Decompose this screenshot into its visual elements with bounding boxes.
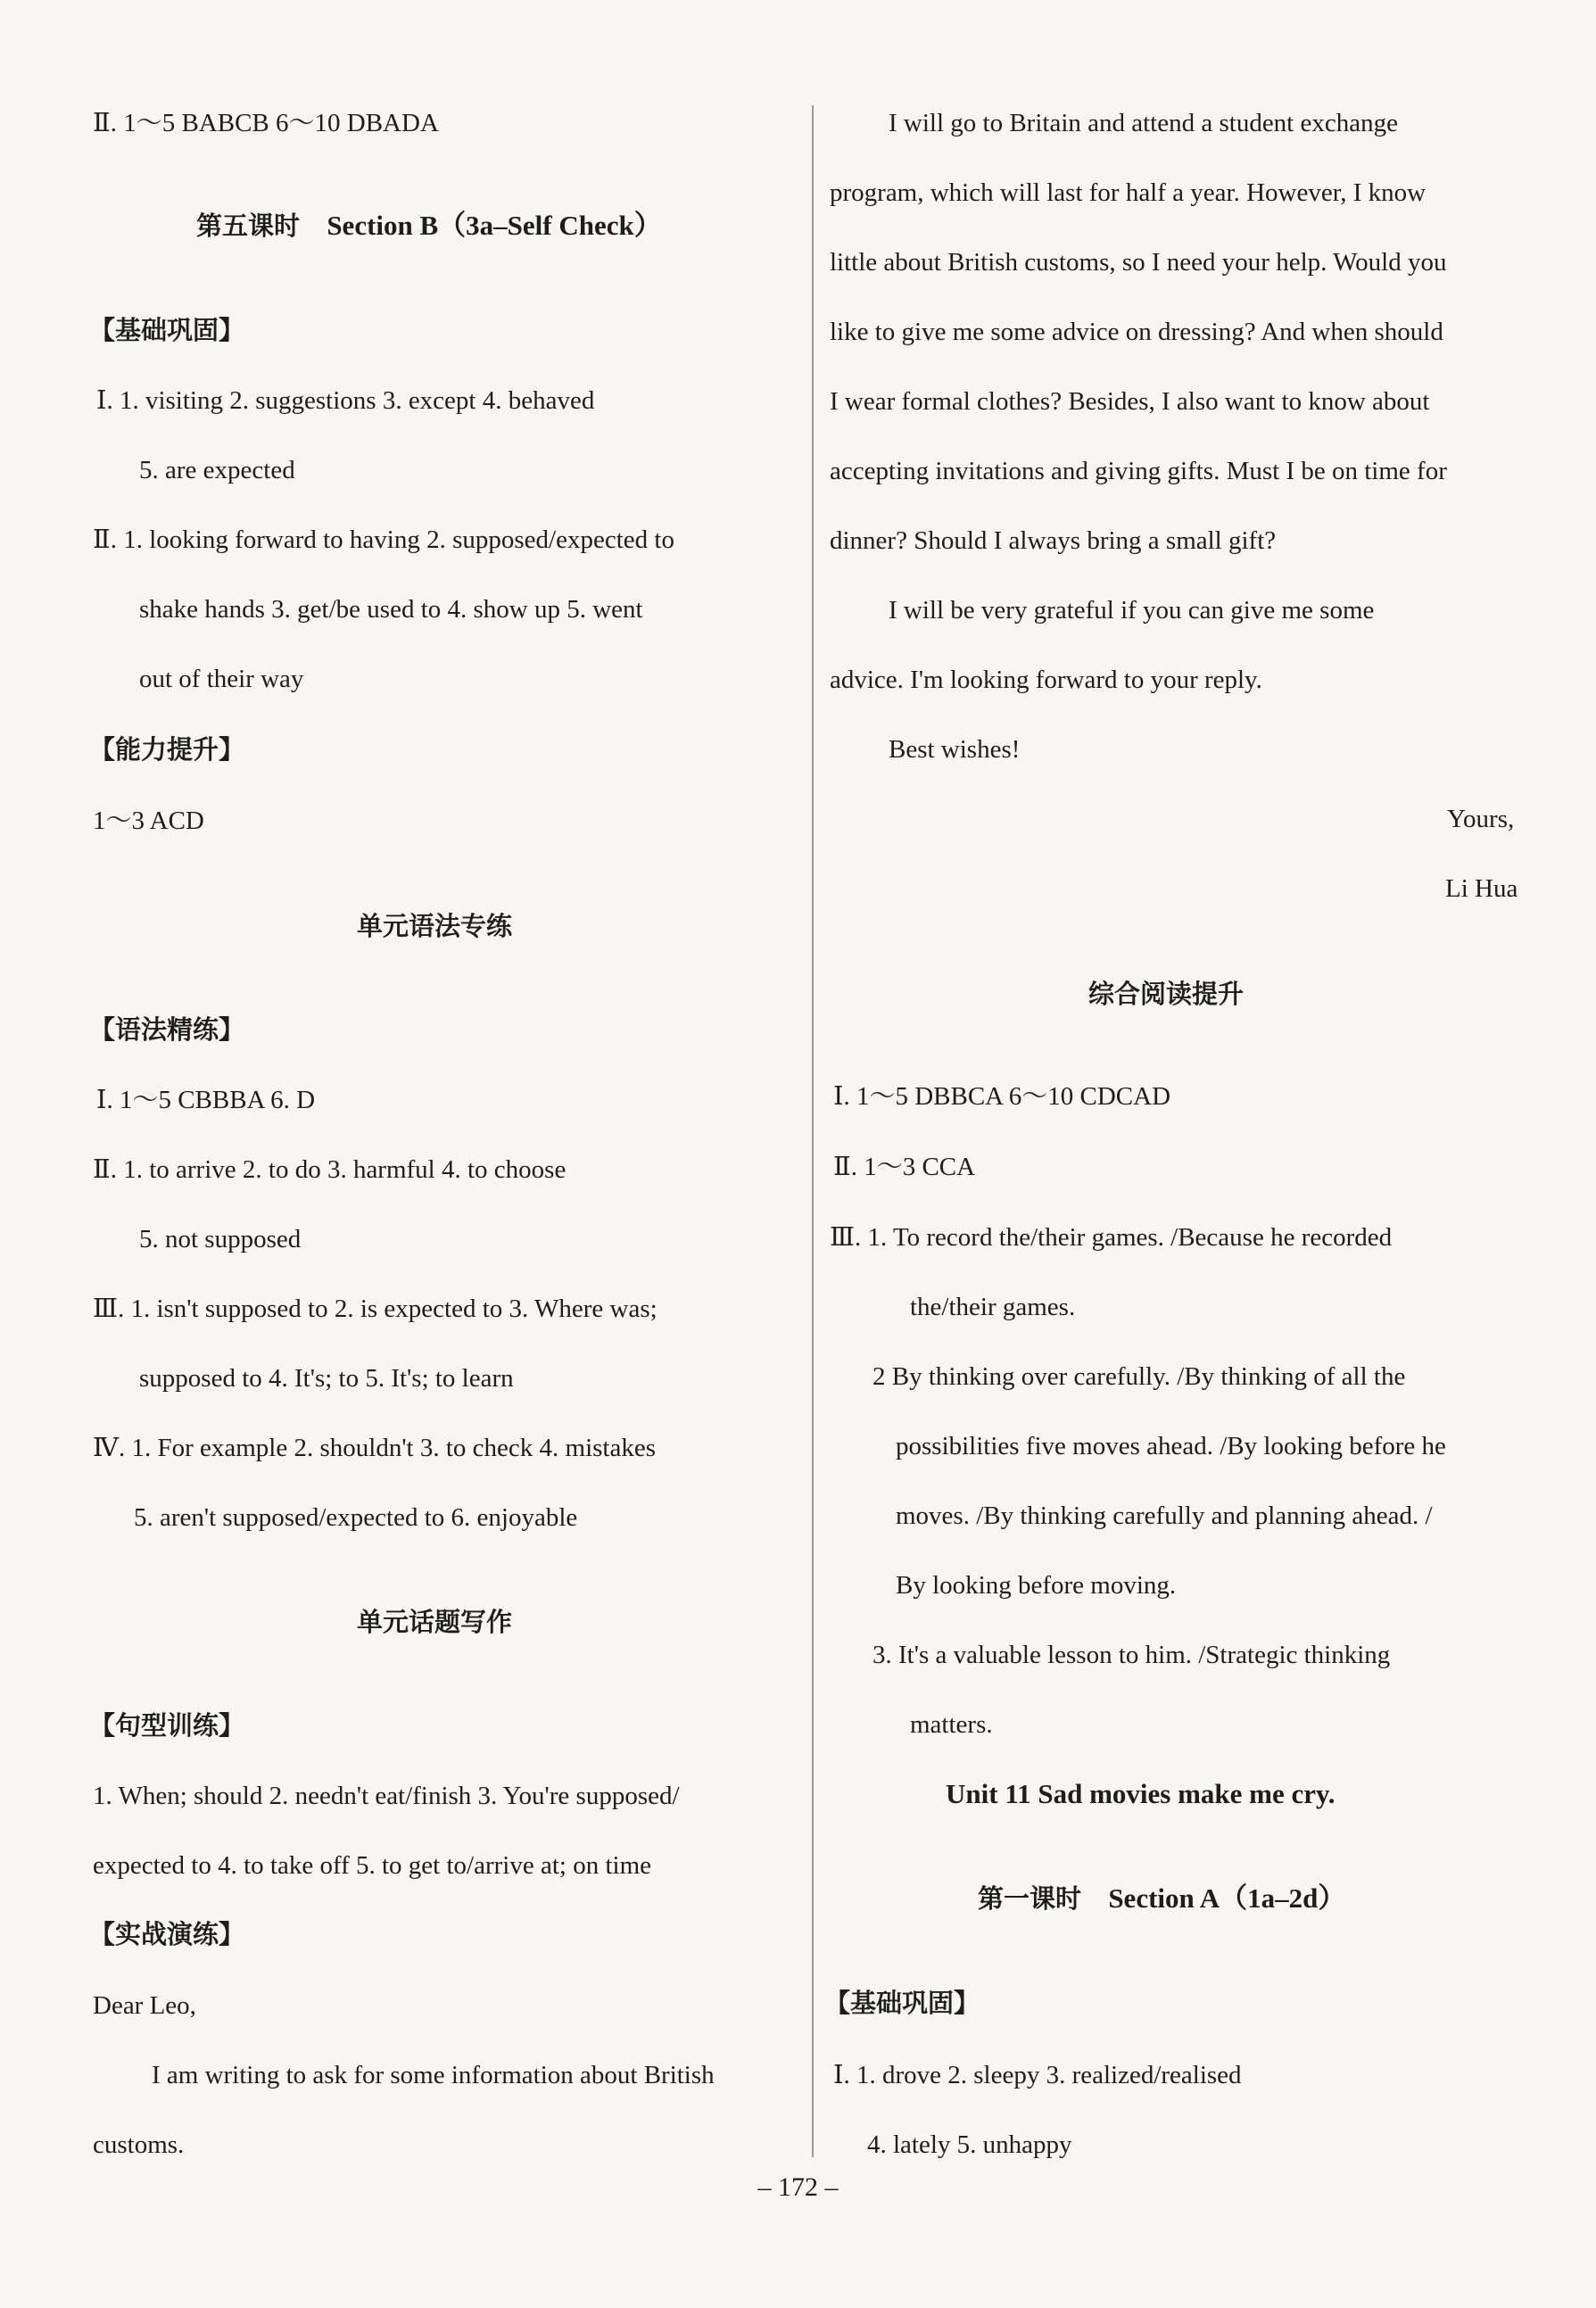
- lesson-heading-cn: 第一课时: [978, 1883, 1082, 1914]
- answer-line: Ⅱ. 1. looking forward to having 2. supposed/expected to: [93, 525, 674, 554]
- answer-line: 3. It's a valuable lesson to him. /Strategic thinking: [872, 1641, 1391, 1669]
- section-label: 【基础巩固】: [824, 1988, 980, 2018]
- answer-line: 5. not supposed: [139, 1225, 302, 1253]
- letter-line: advice. I'm looking forward to your reply.: [830, 666, 1262, 694]
- answer-line: matters.: [910, 1710, 993, 1739]
- letter-signoff: Yours,: [1447, 805, 1515, 833]
- answer-line: shake hands 3. get/be used to 4. show up 5. went: [139, 595, 643, 624]
- letter-line: accepting invitations and giving gifts. Must I be on time for: [830, 457, 1447, 485]
- answer-line: moves. /By thinking carefully and planning ahead. /: [896, 1501, 1433, 1530]
- letter-greeting: Dear Leo,: [93, 1991, 196, 2020]
- answer-line: Ⅰ. 1～5 CBBBA 6. D: [96, 1086, 316, 1114]
- answer-line: possibilities five moves ahead. /By looking before he: [896, 1432, 1446, 1460]
- section-heading: 单元话题写作: [357, 1607, 513, 1637]
- letter-line: program, which will last for half a year. However, I know: [830, 178, 1426, 207]
- answer-line: expected to 4. to take off 5. to get to/arrive at; on time: [93, 1851, 651, 1880]
- letter-line: customs.: [93, 2130, 185, 2159]
- section-label: 【句型训练】: [89, 1710, 245, 1741]
- letter-line: little about British customs, so I need your help. Would you: [830, 248, 1447, 277]
- answer-line: By looking before moving.: [896, 1571, 1177, 1600]
- answer-line: 2 By thinking over carefully. /By thinking of all the: [872, 1362, 1406, 1391]
- answer-line: Ⅲ. 1. To record the/their games. /Because he recorded: [830, 1223, 1393, 1252]
- unit-heading: Unit 11 Sad movies make me cry.: [946, 1778, 1336, 1809]
- answer-line: Ⅰ. 1. visiting 2. suggestions 3. except 4. behaved: [96, 386, 595, 415]
- answer-line: 5. aren't supposed/expected to 6. enjoyable: [134, 1503, 578, 1532]
- section-heading: 单元语法专练: [357, 911, 513, 941]
- section-label: 【实战演练】: [89, 1919, 245, 1949]
- lesson-heading-en: Section B（3a–Self Check）: [327, 210, 662, 241]
- lesson-heading-cn: 第五课时: [196, 211, 301, 241]
- lesson-heading: [196, 208, 662, 244]
- answer-line: Ⅱ. 1. to arrive 2. to do 3. harmful 4. to choose: [93, 1155, 566, 1184]
- letter-closing: Best wishes!: [889, 735, 1021, 764]
- letter-line: dinner? Should I always bring a small gift?: [830, 526, 1277, 555]
- column-divider: [812, 105, 814, 2157]
- letter-line: I wear formal clothes? Besides, I also want to know about: [830, 387, 1430, 416]
- answer-line: Ⅳ. 1. For example 2. shouldn't 3. to check 4. mistakes: [93, 1434, 657, 1462]
- section-label: 【语法精练】: [89, 1014, 245, 1045]
- answer-line: the/their games.: [910, 1293, 1076, 1321]
- answer-line: 1. When; should 2. needn't eat/finish 3. You're supposed/: [93, 1782, 680, 1810]
- section-label: 【基础巩固】: [89, 315, 245, 345]
- answer-line: 5. are expected: [139, 456, 295, 484]
- letter-line: I will be very grateful if you can give me some: [889, 596, 1375, 625]
- letter-line: I will go to Britain and attend a student exchange: [889, 109, 1398, 137]
- letter-signature: Li Hua: [1445, 874, 1518, 903]
- answer-line: Ⅱ. 1～5 BABCB 6～10 DBADA: [93, 109, 439, 137]
- answer-line: Ⅰ. 1. drove 2. sleepy 3. realized/realised: [833, 2061, 1242, 2089]
- answer-line: Ⅱ. 1～3 CCA: [833, 1153, 976, 1181]
- section-heading: 综合阅读提升: [1088, 979, 1245, 1009]
- answer-line: 4. lately 5. unhappy: [867, 2130, 1072, 2159]
- lesson-heading: [978, 1881, 1345, 1916]
- letter-line: like to give me some advice on dressing? And when should: [830, 318, 1443, 346]
- page-number: – 172 –: [757, 2172, 839, 2202]
- answer-line: supposed to 4. It's; to 5. It's; to learn: [139, 1364, 514, 1393]
- lesson-heading-en: Section A（1a–2d）: [1108, 1882, 1346, 1914]
- section-label: 【能力提升】: [89, 734, 245, 765]
- answer-line: Ⅲ. 1. isn't supposed to 2. is expected to 3. Where was;: [93, 1295, 657, 1323]
- answer-line: out of their way: [139, 665, 304, 693]
- letter-line: I am writing to ask for some information about British: [152, 2061, 715, 2089]
- answer-line: Ⅰ. 1～5 DBBCA 6～10 CDCAD: [833, 1082, 1171, 1111]
- answer-line: 1～3 ACD: [93, 807, 204, 835]
